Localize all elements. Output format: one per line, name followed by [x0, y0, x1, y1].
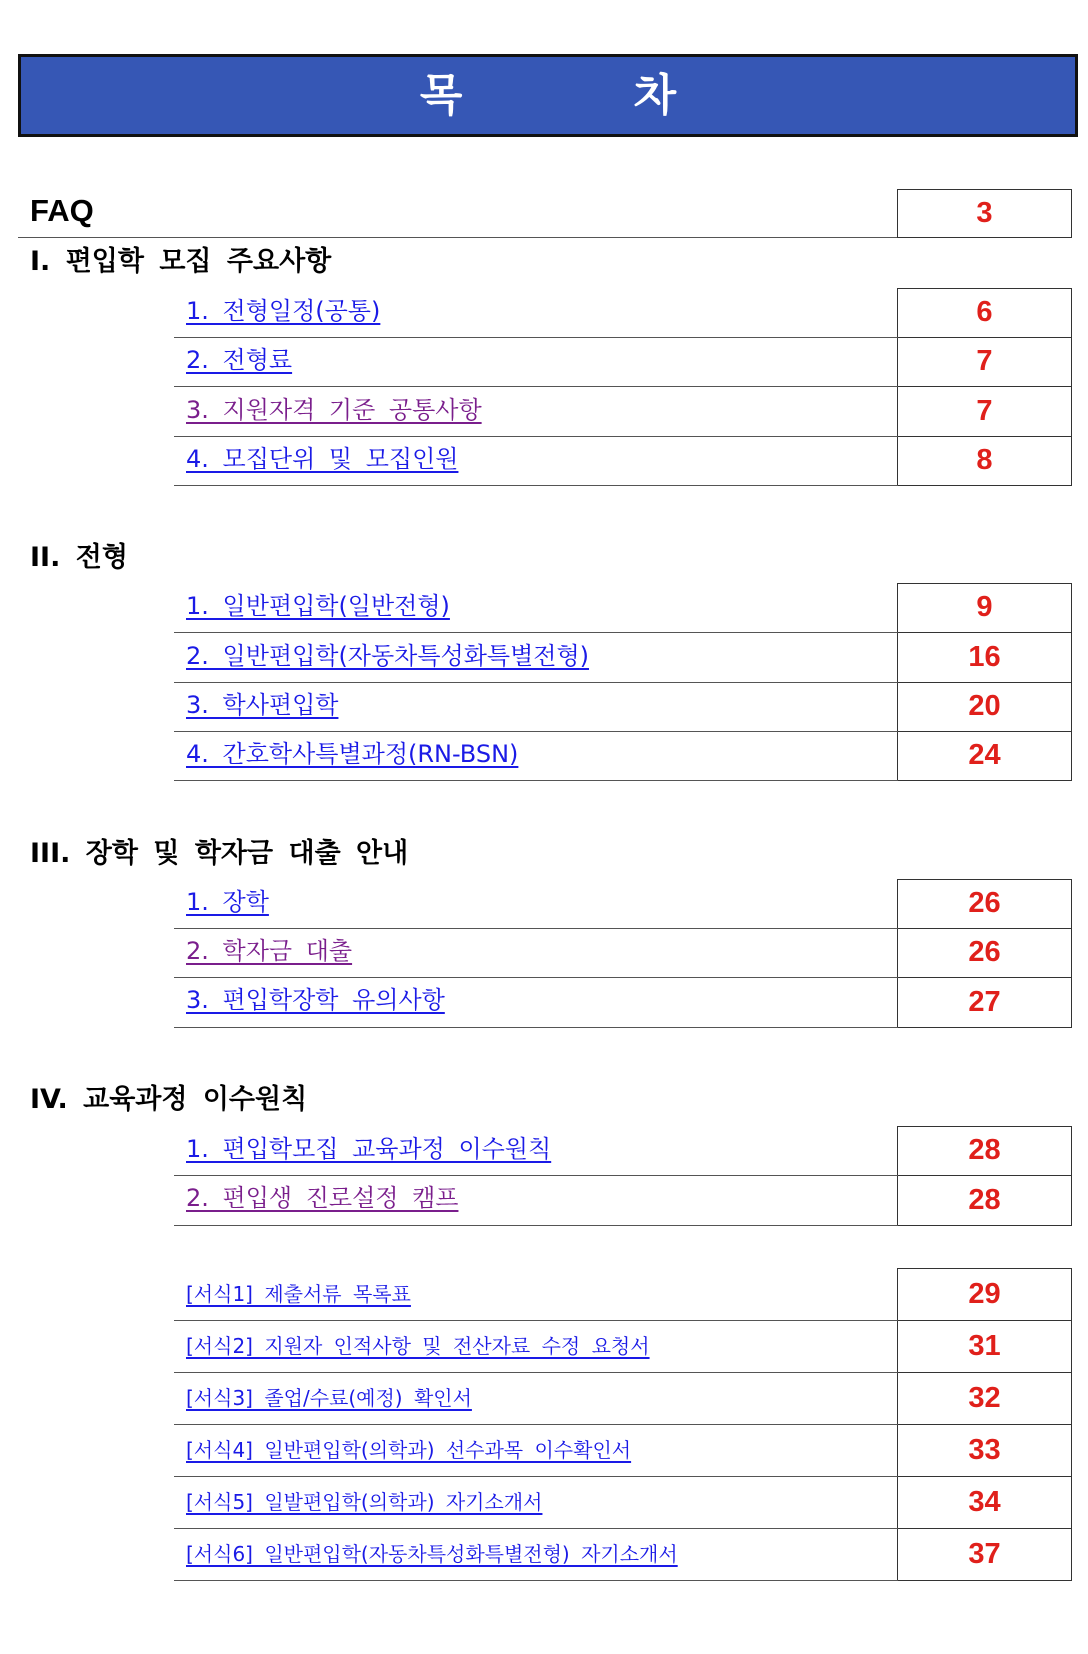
- page-number: 28: [968, 1183, 1001, 1216]
- divider: [174, 1476, 898, 1477]
- toc-entry-link[interactable]: 4. 모집단위 및 모집인원: [186, 445, 459, 473]
- divider: [174, 436, 898, 437]
- page-number: 33: [968, 1433, 1001, 1466]
- page-number: 16: [968, 640, 1001, 673]
- divider: [174, 485, 898, 486]
- page-number: 34: [968, 1485, 1001, 1518]
- section-heading: I. 편입학 모집 주요사항: [30, 246, 332, 277]
- page-number: 31: [968, 1329, 1001, 1362]
- toc-title: 목 차: [419, 69, 755, 121]
- page-number: 8: [976, 444, 993, 476]
- section-heading: II. 전형: [30, 542, 128, 573]
- form-link[interactable]: [서식2] 지원자 인적사항 및 전산자료 수정 요청서: [186, 1334, 650, 1358]
- divider: [174, 928, 898, 929]
- toc-entry-link[interactable]: 2. 일반편입학(자동차특성화특별전형): [186, 642, 590, 670]
- toc-entry-link[interactable]: 3. 편입학장학 유의사항: [186, 986, 445, 1014]
- toc-entry-link[interactable]: 3. 학사편입학: [186, 691, 339, 719]
- toc-entry-link[interactable]: 1. 일반편입학(일반전형): [186, 592, 450, 620]
- divider: [174, 1424, 898, 1425]
- page-number: 26: [968, 887, 1001, 919]
- form-link[interactable]: [서식5] 일발편입학(의학과) 자기소개서: [186, 1490, 543, 1514]
- divider: [174, 337, 898, 338]
- divider: [174, 682, 898, 683]
- toc-entry-link[interactable]: 4. 간호학사특별과정(RN-BSN): [186, 740, 519, 768]
- toc-entry-link[interactable]: 1. 편입학모집 교육과정 이수원칙: [186, 1135, 552, 1163]
- divider: [18, 237, 898, 238]
- page-number: 26: [968, 936, 1001, 968]
- divider: [174, 977, 898, 978]
- page-number: 24: [968, 739, 1001, 771]
- page-number: 29: [968, 1277, 1001, 1310]
- form-link[interactable]: [서식3] 졸업/수료(예정) 확인서: [186, 1386, 472, 1410]
- divider: [174, 1027, 898, 1028]
- page-number: 7: [976, 394, 993, 427]
- faq-link[interactable]: FAQ: [30, 193, 94, 228]
- toc-entry-link[interactable]: 2. 편입생 진로설정 캠프: [186, 1184, 459, 1212]
- page-number: 28: [968, 1134, 1001, 1166]
- toc-entry-link[interactable]: 2. 전형료: [186, 346, 293, 374]
- page-number: 20: [968, 690, 1001, 722]
- toc-entry-link[interactable]: 3. 지원자격 기준 공통사항: [186, 396, 482, 424]
- toc-entry-link[interactable]: 2. 학자금 대출: [186, 937, 353, 965]
- page-number: 9: [976, 591, 993, 623]
- divider: [174, 1225, 898, 1226]
- page-number: 32: [968, 1381, 1001, 1414]
- section-heading: III. 장학 및 학자금 대출 안내: [30, 838, 409, 869]
- page-number: 27: [968, 985, 1001, 1018]
- divider: [174, 780, 898, 781]
- form-link[interactable]: [서식1] 제출서류 목록표: [186, 1282, 411, 1306]
- divider: [174, 632, 898, 633]
- divider: [174, 1320, 898, 1321]
- divider: [174, 1372, 898, 1373]
- page-number: 3: [976, 197, 993, 229]
- toc-entry-link[interactable]: 1. 전형일정(공통): [186, 297, 381, 325]
- section-heading: IV. 교육과정 이수원칙: [30, 1084, 308, 1115]
- form-link[interactable]: [서식6] 일반편입학(자동차특성화특별전형) 자기소개서: [186, 1542, 678, 1566]
- divider: [174, 1528, 898, 1529]
- form-link[interactable]: [서식4] 일반편입학(의학과) 선수과목 이수확인서: [186, 1438, 632, 1462]
- divider: [174, 386, 898, 387]
- divider: [174, 1175, 898, 1176]
- page-number: 6: [976, 296, 993, 328]
- toc-title-bar: [18, 54, 1078, 137]
- toc-entry-link[interactable]: 1. 장학: [186, 888, 269, 916]
- divider: [174, 731, 898, 732]
- divider: [174, 1580, 898, 1581]
- page-number: 37: [968, 1537, 1001, 1570]
- page-number: 7: [976, 345, 993, 377]
